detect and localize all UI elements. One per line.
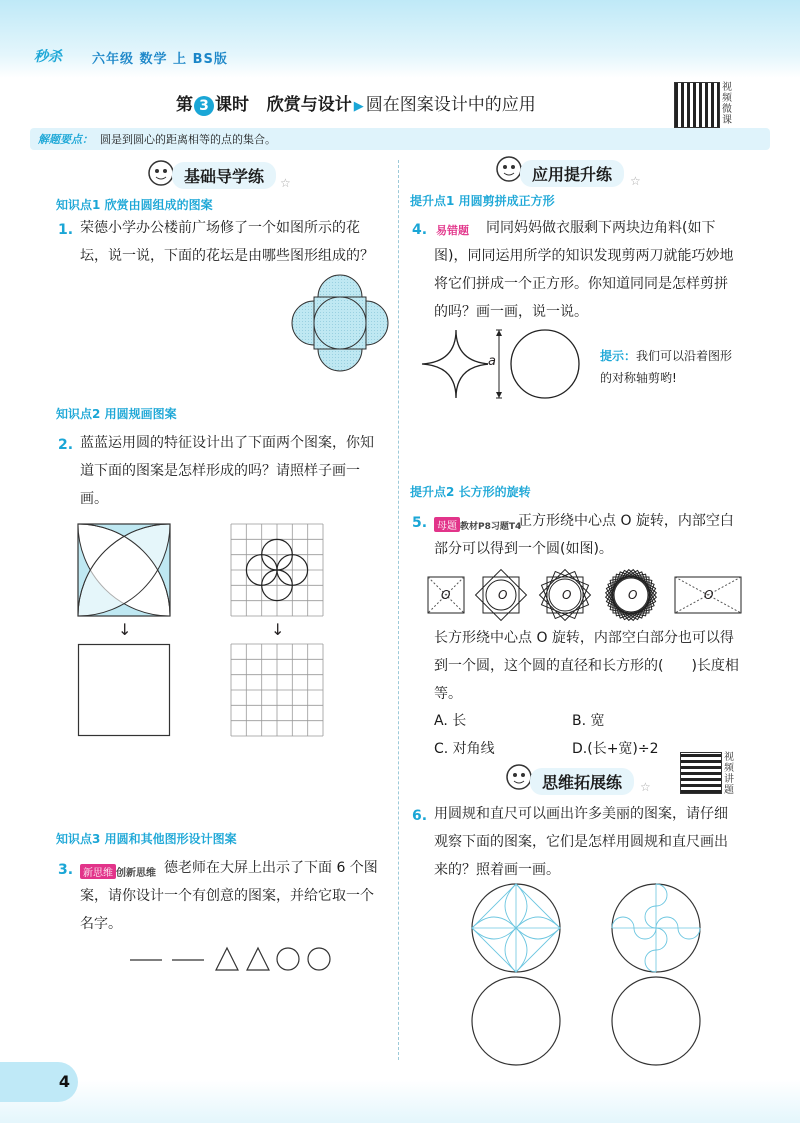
kp-label: 提升点	[410, 485, 447, 499]
qr-label: 视频讲题	[724, 752, 734, 796]
key-point-label: 解题要点：	[38, 133, 93, 146]
star-icon: ☆	[280, 176, 291, 190]
tag-label: 母题	[434, 517, 460, 532]
kp-label: 知识点	[56, 832, 93, 846]
improve-point-1	[410, 192, 555, 209]
down-arrow-icon: ↓	[271, 620, 285, 639]
tag-sub: 创新思维	[116, 868, 156, 879]
kp-number: 1	[92, 198, 101, 212]
tag-sub: 教材P8习题T4	[460, 522, 522, 532]
lesson-suffix: 课时	[215, 95, 249, 115]
q4-tag: 易错题	[436, 224, 469, 237]
empty-square-answer[interactable]	[78, 644, 170, 736]
q5-intro: 正方形绕中心点 O 旋转，内部空白部分可以得到一个圆(如图)。	[434, 513, 734, 557]
lesson-main-title: 欣赏与设计	[266, 95, 352, 115]
down-arrow-icon: ↓	[118, 620, 132, 639]
center-label: O	[704, 588, 714, 602]
hint-text: 我们可以沿着图形的对称轴剪哟!	[600, 349, 733, 385]
option-c[interactable]: C. 对角线	[434, 741, 495, 757]
q1-text: 荣德小学办公楼前广场修了一个如图所示的花坛，说一说，下面的花坛是由哪些图形组成的？	[80, 220, 374, 264]
section-title-extend: 思维拓展练	[530, 768, 634, 795]
brand-logo: 秒杀	[34, 49, 62, 65]
hint-label: 提示：	[600, 349, 637, 363]
q3-text: 德老师在大屏上出示了下面 6 个图案，请你设计一个有创意的图案，并给它取一个名字。	[80, 860, 378, 932]
kp-title: 用圆剪拼成正方形	[458, 194, 555, 208]
star-icon: ☆	[640, 780, 651, 794]
empty-grid-answer[interactable]	[231, 644, 323, 736]
lesson-title	[176, 90, 536, 116]
qr-label: 视频微课	[722, 82, 732, 126]
kp-title: 用圆规画图案	[104, 407, 177, 421]
kp-number: 2	[92, 407, 101, 421]
kp-number: 3	[92, 832, 101, 846]
q6-empty-circle-2[interactable]	[610, 975, 702, 1067]
pattern-square-arcs	[78, 524, 170, 616]
q5-rotation-figures	[425, 572, 745, 618]
page-number: 4	[0, 1062, 78, 1102]
arrow-icon: ▶	[353, 99, 364, 114]
grade-line: 六年级 数学 上 BS版	[92, 52, 228, 67]
star-icon: ☆	[630, 174, 641, 188]
q6-pattern-petals	[470, 882, 562, 974]
center-label: O	[441, 588, 451, 602]
q6-number: 6.	[412, 808, 428, 824]
q3-shapes-row	[130, 945, 340, 975]
q1-number: 1.	[58, 222, 74, 238]
kp-number: 1	[446, 194, 455, 208]
section-title-apply: 应用提升练	[520, 160, 624, 187]
knowledge-point-2	[56, 405, 177, 422]
q4-figure	[418, 328, 588, 400]
kp-label: 知识点	[56, 407, 93, 421]
kp-title: 用圆和其他图形设计图案	[104, 832, 237, 846]
q5-number: 5.	[412, 515, 428, 531]
key-point-text: 圆是到圆心的距离相等的点的集合。	[100, 133, 276, 146]
q4-number: 4.	[412, 222, 428, 238]
q4-text: 同同妈妈做衣服剩下两块边角料(如下图)，同同运用所学的知识发现剪两刀就能巧妙地将它们拼成一个正方形。你知道同同是怎样剪拼的吗？画一画，说一说。	[434, 220, 734, 320]
lesson-subtitle: 圆在图案设计中的应用	[365, 95, 536, 115]
q6-text: 用圆规和直尺可以画出许多美丽的图案，请仔细观察下面的图案，它们是怎样用圆规和直尺画出来的？照着画一画。	[434, 806, 728, 878]
improve-point-2	[410, 483, 531, 500]
q6-pattern-swirl	[610, 882, 702, 974]
q5-question: 长方形绕中心点 O 旋转，内部空白部分也可以得到一个圆，这个圆的直径和长方形的( )长度相等。	[434, 630, 739, 702]
hint-box	[600, 345, 735, 389]
option-a[interactable]: A. 长	[434, 713, 467, 729]
tag-label: 新思维	[80, 864, 116, 879]
center-label: O	[628, 588, 638, 602]
knowledge-point-3	[56, 830, 237, 847]
footer-band	[0, 1080, 800, 1123]
kp-label: 提升点	[410, 194, 447, 208]
pattern-grid-circles	[231, 524, 323, 616]
q2-number: 2.	[58, 437, 74, 453]
kp-number: 2	[446, 485, 455, 499]
option-d[interactable]: D.(长+宽)÷2	[572, 741, 659, 757]
kp-title: 欣赏由圆组成的图案	[104, 198, 213, 212]
kp-title: 长方形的旋转	[458, 485, 531, 499]
q6-empty-circle-1[interactable]	[470, 975, 562, 1067]
q2-text: 蓝蓝运用圆的特征设计出了下面两个图案，你知道下面的图案是怎样形成的吗？请照样子画一画。	[80, 435, 374, 507]
lesson-prefix: 第	[176, 95, 193, 115]
kp-label: 知识点	[56, 198, 93, 212]
qr-code-icon[interactable]	[674, 82, 720, 128]
option-b[interactable]: B. 宽	[572, 713, 605, 729]
column-divider	[398, 160, 399, 1060]
center-label: O	[562, 588, 572, 602]
lesson-number: 3	[194, 96, 214, 116]
center-label: O	[498, 588, 508, 602]
section-title-basic: 基础导学练	[172, 162, 276, 189]
q4-dimension-label: a	[488, 354, 496, 369]
qr-code-icon[interactable]	[680, 752, 722, 794]
knowledge-point-1	[56, 196, 213, 213]
q3-number: 3.	[58, 862, 74, 878]
flower-bed-figure	[292, 275, 388, 371]
